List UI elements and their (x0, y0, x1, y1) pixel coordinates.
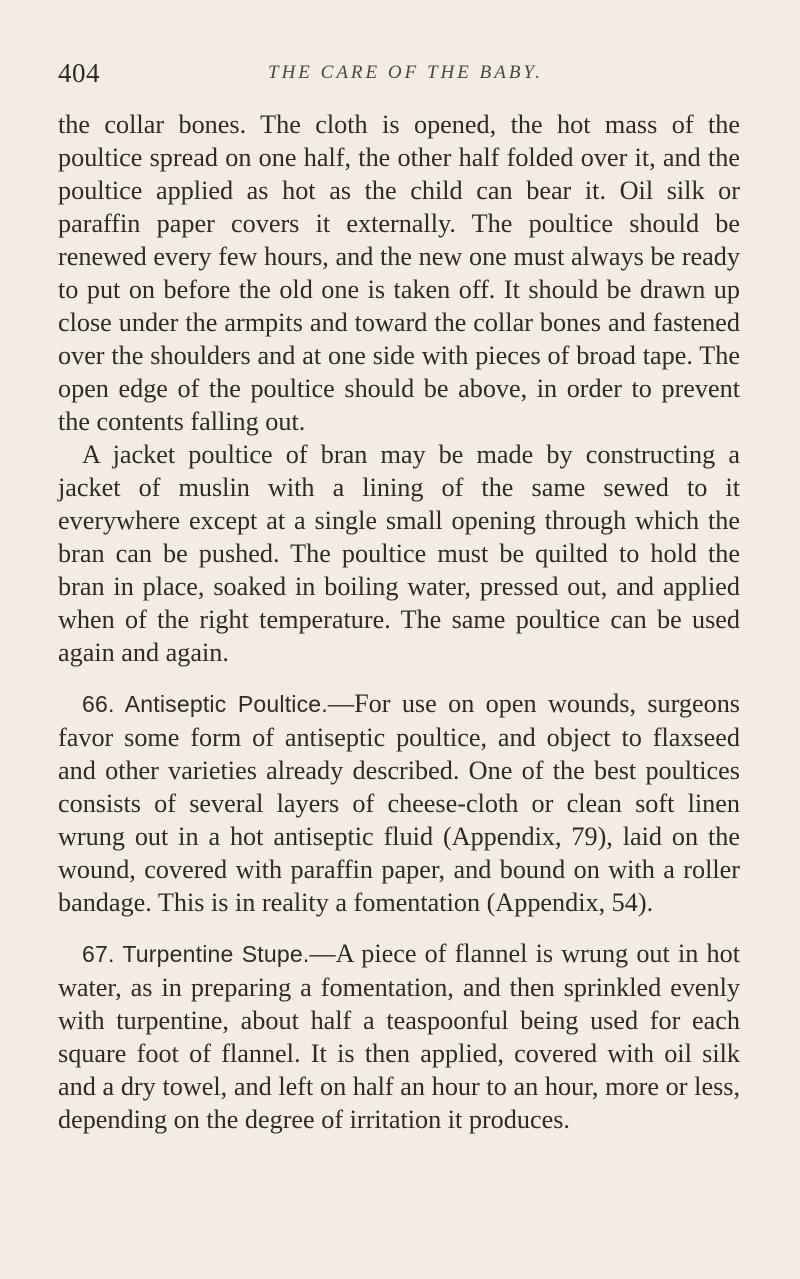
section-antiseptic-poultice (58, 687, 740, 919)
section-heading-67: 67. Turpentine Stupe. (82, 941, 310, 967)
section-heading-66: 66. Antiseptic Poultice. (82, 691, 328, 717)
page-number: 404 (58, 58, 100, 88)
running-head (58, 52, 740, 92)
paragraph-jacket-poultice: A jacket poultice of bran may be made by constructing a jacket of muslin with a lining of the same sewed to it everywhere except at a single small opening through which the bran can be pushed. The poultice must be quilted to hold the bran in place, soaked in boiling water, pressed out, and applied when of the right temperature. The same poultice can be used again and again. (58, 440, 740, 667)
running-title: THE CARE OF THE BABY. (268, 62, 543, 83)
section-turpentine-stupe (58, 937, 740, 1136)
section-body-67: —A piece of flannel is wrung out in hot water, as in preparing a fomentation, and then sprinkled evenly with turpentine, about half a teaspoonful being used for each square foot of flannel. It is then applied, covered with oil silk and a dry towel, and left on half an hour to an hour, more or less, depending on the degree of irritation it produces. (58, 939, 740, 1134)
body-text (58, 108, 740, 1136)
paragraph-continuation: the collar bones. The cloth is opened, the hot mass of the poultice spread on one half, the other half folded over it, and the poultice applied as hot as the child can bear it. Oil silk or paraffin paper covers it externally. The poultice should be renewed every few hours, and the new one must always be ready to put on before the old one is taken off. It should be drawn up close under the armpits and toward the collar bones and fastened over the shoulders and at one side with pieces of broad tape. The open edge of the poultice should be above, in order to prevent the contents falling out. (58, 110, 740, 436)
section-body-66: —For use on open wounds, surgeons favor some form of antiseptic poultice, and object to flaxseed and other varieties already described. One of the best poultices consists of several layers of cheese-cloth or clean soft linen wrung out in a hot antiseptic fluid (Appendix, 79), laid on the wound, covered with paraffin paper, and bound on with a roller bandage. This is in reality a fomentation (Appendix, 54). (58, 689, 740, 917)
